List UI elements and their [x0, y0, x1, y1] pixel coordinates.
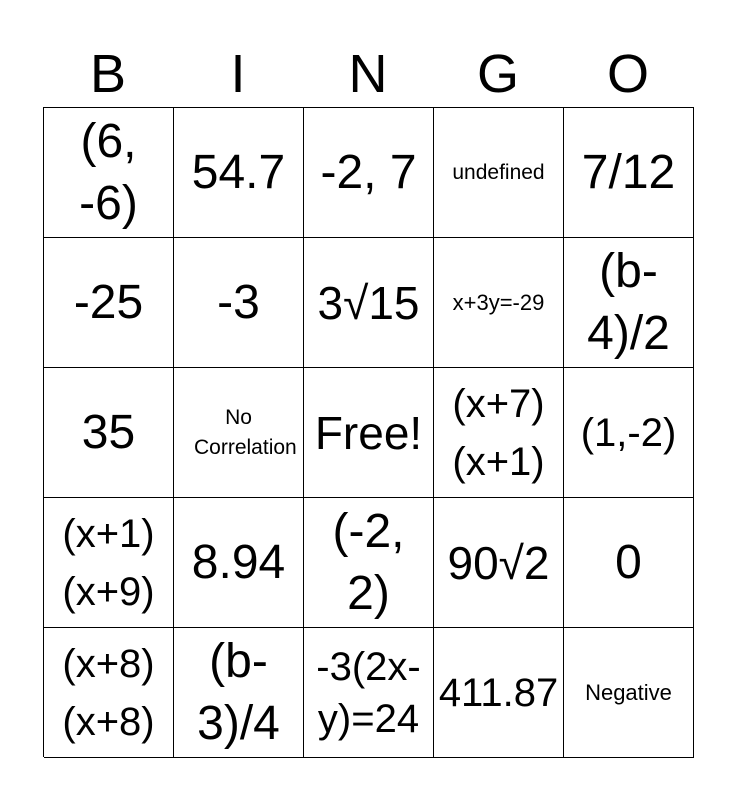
cell-text: x+3y=-29 [452, 289, 545, 315]
cell-text: -3(2x-y)=24 [316, 644, 421, 741]
header-letter-o: O [606, 44, 649, 104]
cell-text: (-2, 2) [332, 504, 405, 620]
cell-text: No Correlation [194, 405, 297, 459]
header-letter-n: N [348, 44, 388, 104]
bingo-cell [564, 238, 694, 368]
cell-text: -3 [217, 275, 260, 329]
cell-text: 0 [615, 535, 642, 589]
bingo-cell [564, 498, 694, 628]
cell-text: 7/12 [581, 145, 676, 199]
bingo-cell [174, 628, 304, 758]
cell-text: -25 [73, 275, 144, 329]
bingo-cell [174, 368, 304, 498]
bingo-cell [44, 628, 174, 758]
cell-text: 90√2 [447, 536, 550, 589]
header-letter-b: B [89, 44, 127, 104]
bingo-cell [304, 238, 434, 368]
cell-text: Negative [585, 679, 672, 705]
bingo-header [43, 40, 693, 108]
cell-text: (x+8)(x+8) [62, 641, 155, 744]
bingo-cell [564, 108, 694, 238]
cell-text: undefined [452, 160, 545, 184]
bingo-cell [174, 108, 304, 238]
bingo-cell [174, 238, 304, 368]
cell-text: 8.94 [191, 535, 286, 589]
bingo-cell [564, 368, 694, 498]
cell-text: (b-4)/2 [587, 244, 670, 360]
bingo-cell [44, 368, 174, 498]
bingo-cell [434, 628, 564, 758]
bingo-cell [44, 498, 174, 628]
cell-text: (x+7)(x+1) [452, 381, 545, 484]
header-letter-g: G [476, 44, 519, 104]
bingo-cell [434, 108, 564, 238]
cell-text: (x+1)(x+9) [62, 511, 155, 614]
cell-text: Free! [314, 406, 423, 459]
cell-text: 54.7 [191, 145, 286, 199]
cell-text: 35 [81, 405, 136, 459]
cell-text: (1,-2) [580, 410, 677, 455]
cell-text: -2, 7 [320, 145, 417, 199]
bingo-cell [304, 498, 434, 628]
cell-text: 3√15 [317, 276, 420, 329]
bingo-cell [434, 368, 564, 498]
bingo-cell [304, 368, 434, 498]
cell-text: (b-3)/4 [197, 634, 280, 750]
bingo-cell [434, 238, 564, 368]
cell-text: (6, -6) [79, 114, 138, 230]
bingo-cell [434, 498, 564, 628]
bingo-cell [44, 108, 174, 238]
cell-text: 411.87 [438, 670, 559, 715]
bingo-cell [304, 628, 434, 758]
bingo-board [43, 107, 694, 757]
header-letter-i: I [230, 44, 246, 104]
bingo-cell [174, 498, 304, 628]
bingo-cell [564, 628, 694, 758]
bingo-cell [304, 108, 434, 238]
bingo-cell [44, 238, 174, 368]
